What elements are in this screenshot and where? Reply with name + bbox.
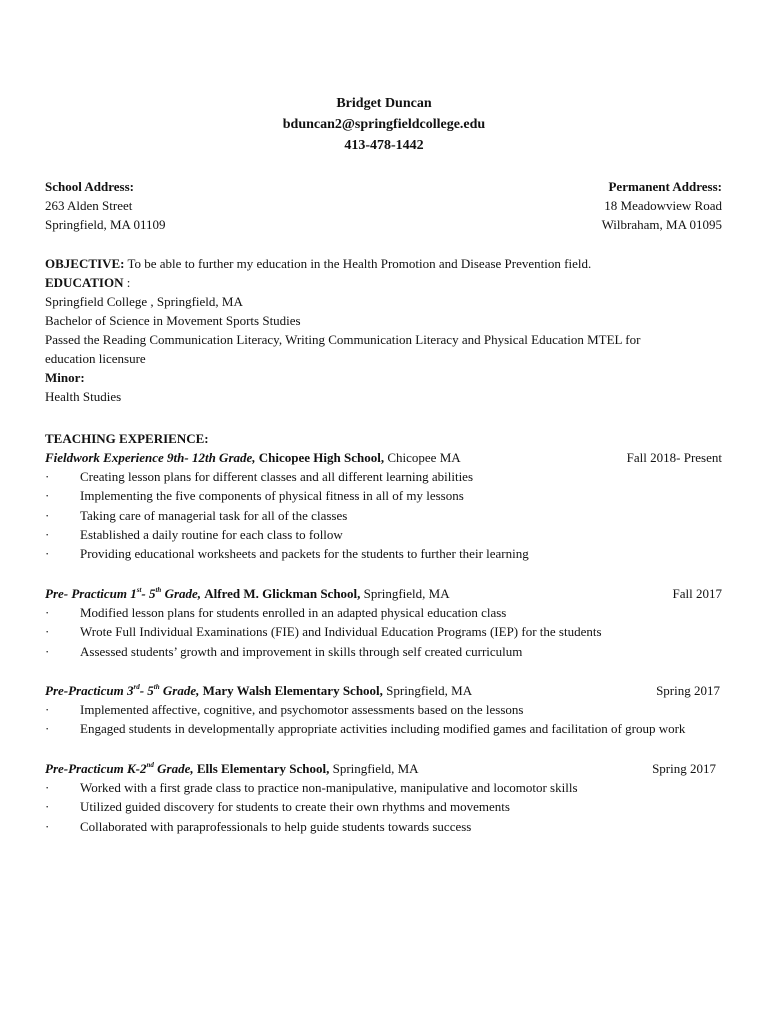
list-item	[45, 506, 722, 525]
bullet-text: Taking care of managerial task for all of the classes	[80, 507, 348, 523]
list-item	[45, 817, 722, 836]
bullet-icon: ·	[45, 624, 50, 640]
phone-number: 413-478-1442	[344, 138, 424, 153]
job-location: Springfield, MA	[386, 683, 473, 698]
bullet-icon: ·	[45, 469, 50, 484]
school-address-label: School Address:	[45, 179, 134, 194]
list-item	[45, 778, 722, 797]
bullet-icon: ·	[45, 507, 50, 523]
email-address: bduncan2@springfieldcollege.edu	[282, 117, 486, 132]
bullet-icon: ·	[45, 488, 50, 504]
job-title-row	[45, 584, 722, 603]
job-role: Pre-Practicum K-2nd Grade,	[45, 761, 194, 776]
bullet-text: Worked with a first grade class to practice non-manipulative, manipulative and locomotor skills	[80, 780, 578, 795]
bullet-icon: ·	[45, 526, 50, 542]
job-role: Fieldwork Experience 9th- 12th Grade,	[45, 450, 256, 465]
job-location: Springfield, MA	[332, 761, 419, 776]
job-date: Spring 2017	[656, 683, 720, 698]
education-licensure-1: Passed the Reading Communication Literacy, Writing Communication Literacy and Physical Education MTEL for	[45, 332, 641, 347]
minor-label: Minor:	[45, 370, 85, 385]
job-school: Alfred M. Glickman School,	[204, 586, 361, 601]
list-item	[45, 622, 722, 641]
education-school: Springfield College , Springfield, MA	[45, 294, 243, 309]
job-title-row	[45, 681, 722, 700]
bullet-text: Modified lesson plans for students enrolled in an adapted physical education class	[80, 605, 507, 620]
bullet-icon: ·	[45, 799, 50, 815]
bullet-text: Implemented affective, cognitive, and psychomotor assessments based on the lessons	[80, 702, 524, 717]
objective-education-section	[45, 254, 722, 406]
school-address-line1: 263 Alden Street	[45, 198, 133, 213]
job-date: Spring 2017	[652, 761, 716, 776]
bullet-icon: ·	[45, 702, 50, 717]
job-date: Fall 2017	[672, 586, 722, 601]
objective-label: OBJECTIVE:	[45, 256, 125, 271]
job-chicopee	[45, 448, 722, 563]
list-item	[45, 700, 722, 719]
job-location: Chicopee MA	[387, 450, 461, 465]
bullet-icon: ·	[45, 721, 50, 737]
school-address-line2: Springfield, MA 01109	[45, 217, 166, 232]
job-school: Ells Elementary School,	[196, 761, 330, 776]
job-role: Pre- Practicum 1st- 5th Grade,	[45, 586, 202, 601]
job-glickman	[45, 584, 722, 661]
objective-text: To be able to further my education in the Health Promotion and Disease Prevention field.	[127, 256, 592, 271]
bullet-icon: ·	[45, 818, 50, 834]
contact-header	[0, 93, 768, 156]
candidate-name: Bridget Duncan	[336, 96, 432, 111]
job-ells	[45, 759, 722, 836]
job-mary-walsh	[45, 681, 722, 739]
bullet-text: Established a daily routine for each class to follow	[80, 526, 343, 542]
bullet-text: Assessed students’ growth and improvement in skills through self created curriculum	[80, 643, 523, 659]
job-location: Springfield, MA	[363, 586, 450, 601]
education-licensure-2: education licensure	[45, 351, 146, 366]
list-item	[45, 467, 722, 486]
job-date: Fall 2018- Present	[626, 450, 722, 465]
education-degree: Bachelor of Science in Movement Sports Studies	[45, 313, 301, 328]
list-item	[45, 486, 722, 505]
permanent-address-label: Permanent Address:	[608, 179, 722, 194]
bullet-text: Implementing the five components of physical fitness in all of my lessons	[80, 488, 464, 504]
permanent-address	[602, 177, 722, 234]
job-role: Pre-Practicum 3rd- 5th Grade,	[45, 683, 200, 698]
job-title-row	[45, 759, 722, 778]
job-school: Mary Walsh Elementary School,	[202, 683, 383, 698]
teaching-heading: TEACHING EXPERIENCE:	[45, 431, 209, 446]
permanent-address-line2: Wilbraham, MA 01095	[601, 217, 722, 232]
bullet-icon: ·	[45, 605, 50, 620]
bullet-text: Utilized guided discovery for students to create their own rhythms and movements	[80, 799, 510, 815]
minor-value: Health Studies	[45, 389, 122, 404]
objective	[45, 254, 722, 273]
bullet-text: Providing educational worksheets and packets for the students to further their learning	[80, 546, 529, 562]
list-item	[45, 719, 722, 738]
bullet-icon: ·	[45, 780, 50, 795]
bullet-text: Wrote Full Individual Examinations (FIE) and Individual Education Programs (IEP) for the students	[80, 624, 602, 640]
bullet-text: Collaborated with paraprofessionals to help guide students towards success	[80, 818, 472, 834]
list-item	[45, 642, 722, 661]
list-item	[45, 544, 722, 563]
job-title-row	[45, 448, 722, 467]
bullet-icon: ·	[45, 643, 50, 659]
education-label-suffix: :	[123, 275, 131, 290]
teaching-section	[45, 429, 722, 448]
job-school: Chicopee High School,	[258, 450, 385, 465]
list-item	[45, 797, 722, 816]
list-item	[45, 603, 722, 622]
education-heading	[45, 273, 722, 292]
list-item	[45, 525, 722, 544]
education-label: EDUCATION	[45, 275, 124, 290]
bullet-icon: ·	[45, 546, 50, 562]
school-address	[45, 177, 166, 234]
bullet-text: Engaged students in developmentally appropriate activities including modified games and facilitation of group work	[80, 721, 686, 737]
permanent-address-line1: 18 Meadowview Road	[604, 198, 722, 213]
bullet-text: Creating lesson plans for different classes and all different learning abilities	[80, 469, 474, 484]
